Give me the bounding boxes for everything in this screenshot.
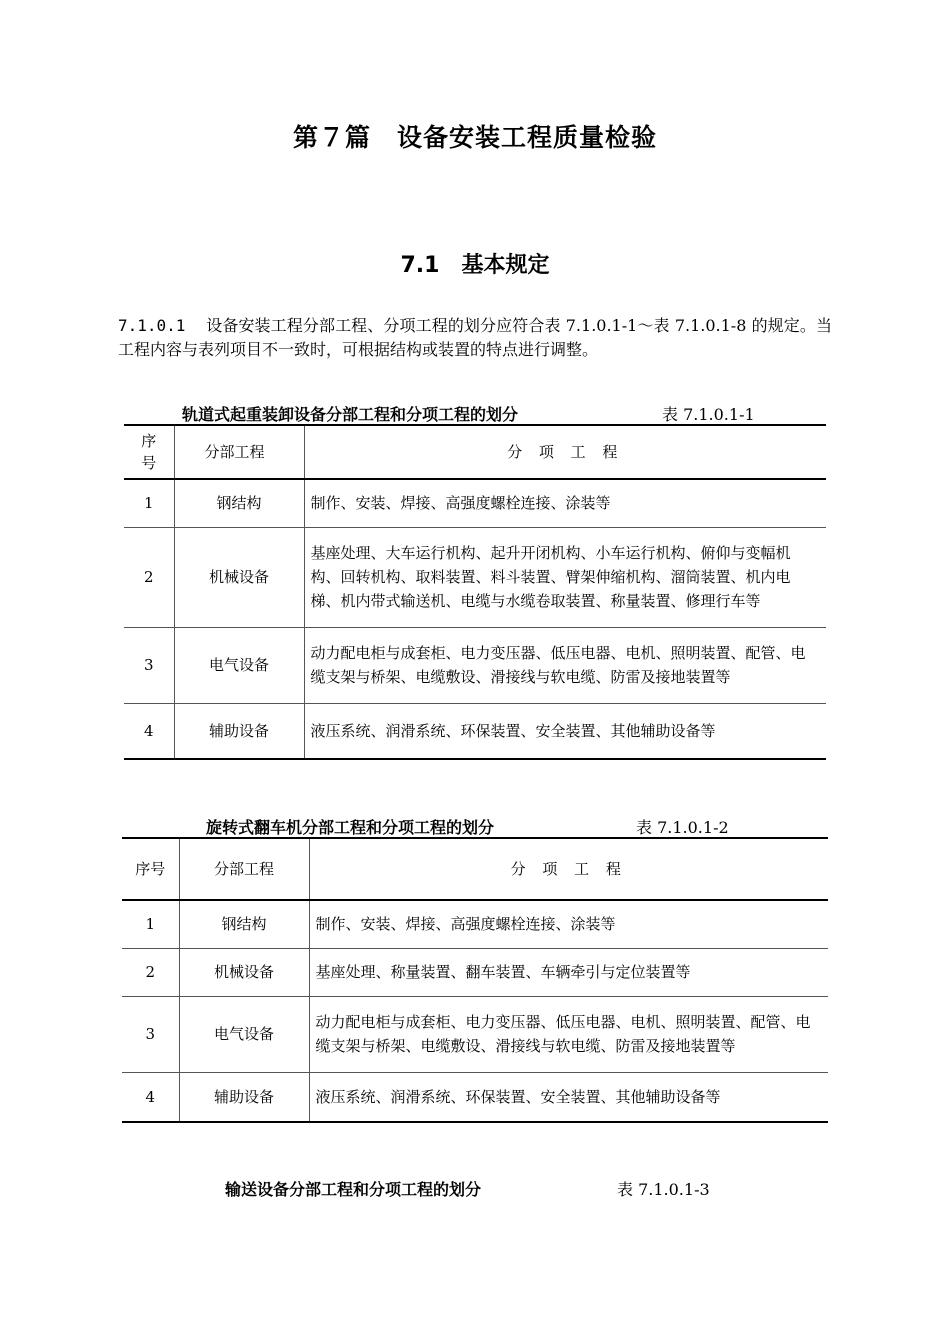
row-part: 辅助设备 [174,703,304,759]
table3-title: 输送设备分部工程和分项工程的划分 [225,1180,482,1199]
table1-caption [182,402,518,425]
table3-caption [225,1177,481,1200]
table1-header-items: 分 项 工 程 [304,425,826,479]
table-row [124,527,826,627]
table-row [122,900,828,948]
row-part: 辅助设备 [179,1072,309,1122]
table1-number: 表 7.1.0.1-1 [662,405,755,424]
table1-title: 轨道式起重装卸设备分部工程和分项工程的划分 [182,405,519,424]
section-heading: 7.1 基本规定 [400,253,550,278]
row-items: 液压系统、润滑系统、环保装置、安全装置、其他辅助设备等 [304,703,826,759]
row-part: 机械设备 [179,948,309,996]
table2 [122,837,828,1123]
row-no: 2 [124,527,174,627]
table2-header-row [122,838,828,900]
row-items: 基座处理、大车运行机构、起升开闭机构、小车运行机构、俯仰与变幅机构、回转机构、取料装置、料斗装置、臂架伸缩机构、溜筒装置、机内电梯、机内带式输送机、电缆与水缆卷取装置、称量装置、修理行车等 [304,527,826,627]
row-items: 制作、安装、焊接、高强度螺栓连接、涂装等 [309,900,828,948]
row-no: 2 [122,948,179,996]
row-no: 4 [124,703,174,759]
table-row [122,948,828,996]
table2-title: 旋转式翻车机分部工程和分项工程的划分 [206,818,495,837]
table3-number: 表 7.1.0.1-3 [617,1180,710,1199]
row-no: 3 [122,996,179,1072]
chapter-heading: 第７篇 设备安装工程质量检验 [292,123,657,152]
row-part: 钢结构 [174,479,304,527]
clause-text: 设备安装工程分部工程、分项工程的划分应符合表 7.1.0.1-1～表 7.1.0.1-8 的规定。当工程内容与表列项目不一致时，可根据结构或装置的特点进行调整。 [118,316,833,359]
table2-number: 表 7.1.0.1-2 [636,818,729,837]
row-items: 动力配电柜与成套柜、电力变压器、低压电器、电机、照明装置、配管、电缆支架与桥架、电缆敷设、滑接线与软电缆、防雷及接地装置等 [309,996,828,1072]
table-row [124,479,826,527]
table2-header-no: 序号 [122,838,179,900]
table-row [124,627,826,703]
row-part: 钢结构 [179,900,309,948]
row-items: 基座处理、称量装置、翻车装置、车辆牵引与定位装置等 [309,948,828,996]
row-no: 4 [122,1072,179,1122]
row-items: 动力配电柜与成套柜、电力变压器、低压电器、电机、照明装置、配管、电缆支架与桥架、电缆敷设、滑接线与软电缆、防雷及接地装置等 [304,627,826,703]
table2-caption [206,815,494,838]
row-no: 1 [124,479,174,527]
table-row [124,703,826,759]
row-no: 3 [124,627,174,703]
row-items: 液压系统、润滑系统、环保装置、安全装置、其他辅助设备等 [309,1072,828,1122]
row-part: 电气设备 [174,627,304,703]
table2-header-items: 分 项 工 程 [309,838,828,900]
row-no: 1 [122,900,179,948]
table-row [122,1072,828,1122]
clause-paragraph [118,314,832,362]
table1-header-row [124,425,826,479]
table1 [124,424,826,760]
row-part: 电气设备 [179,996,309,1072]
row-items: 制作、安装、焊接、高强度螺栓连接、涂装等 [304,479,826,527]
row-part: 机械设备 [174,527,304,627]
table2-header-part: 分部工程 [179,838,309,900]
clause-number: 7.1.0.1 [118,316,186,335]
table1-header-no: 序 号 [124,425,174,479]
table-row [122,996,828,1072]
table1-header-part: 分部工程 [174,425,304,479]
